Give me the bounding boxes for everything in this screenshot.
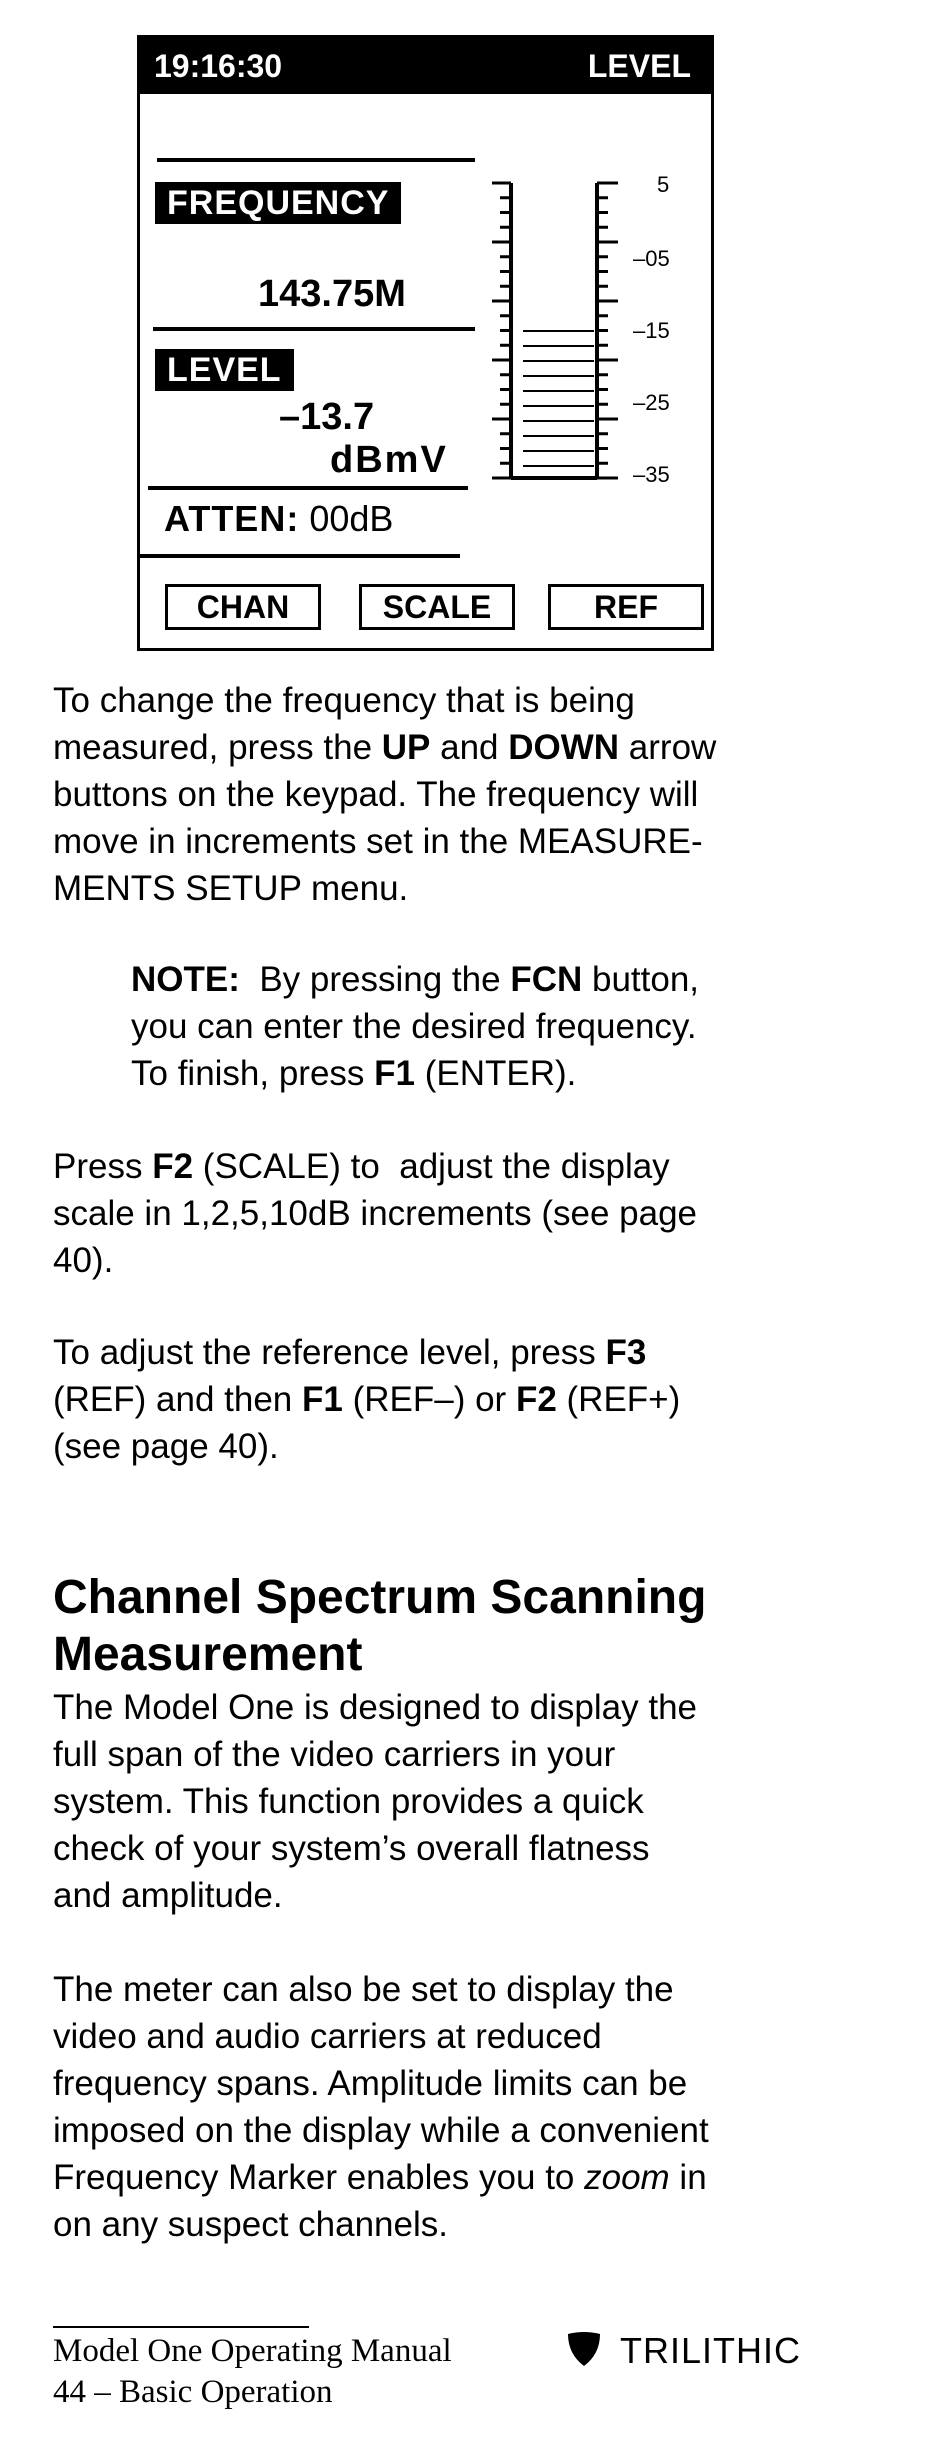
scale-label: –05: [633, 246, 670, 271]
atten-value: 00dB: [309, 498, 394, 539]
atten-label: ATTEN:: [164, 498, 300, 539]
text-line: measured, press the UP and DOWN arrow: [53, 728, 717, 767]
text-line: imposed on the display while a convenient: [53, 2111, 709, 2150]
text-line: Frequency Marker enables you to zoom in: [53, 2158, 707, 2197]
paragraph-scale: [53, 1143, 823, 1284]
text-line: check of your system’s overall flatness: [53, 1829, 650, 1868]
text-line: video and audio carriers at reduced: [53, 2017, 602, 2056]
text-line: full span of the video carriers in your: [53, 1735, 616, 1774]
footer-rule: [53, 2326, 309, 2328]
level-value: –13.7: [279, 396, 375, 438]
level-unit: dBmV: [330, 439, 448, 481]
text-line: 40).: [53, 1241, 114, 1280]
scale-label: 5: [657, 172, 670, 197]
text-line: on any suspect channels.: [53, 2205, 448, 2244]
key-f3: F3: [605, 1333, 647, 1372]
paragraph-frequency: [53, 677, 823, 912]
text-line: (see page 40).: [53, 1427, 279, 1466]
key-down: DOWN: [508, 728, 620, 767]
level-bar-fill: [523, 331, 594, 466]
note-paragraph: [131, 956, 901, 1097]
text-line: Press F2 (SCALE) to adjust the display: [53, 1147, 670, 1186]
text-line: MENTS SETUP menu.: [53, 869, 409, 908]
text-line: To adjust the reference level, press F3: [53, 1333, 647, 1372]
scale-label: –25: [633, 390, 670, 415]
text-line: frequency spans. Amplitude limits can be: [53, 2064, 688, 2103]
key-up: UP: [381, 728, 431, 767]
text-line: To finish, press F1 (ENTER).: [131, 1054, 577, 1093]
meter-screen: [137, 35, 714, 651]
key-f2: F2: [515, 1380, 557, 1419]
paragraph-spectrum-detail: [53, 1966, 823, 2248]
brand-name: TRILITHIC: [620, 2330, 802, 2371]
softkey-ref[interactable]: REF: [548, 584, 704, 630]
section-heading: Channel Spectrum Scanning Measurement: [53, 1571, 707, 1681]
text-line: The Model One is designed to display the: [53, 1688, 697, 1727]
trilithic-logo-icon: [565, 2330, 603, 2370]
level-tag: LEVEL: [155, 349, 294, 391]
frequency-tag: FREQUENCY: [155, 182, 401, 224]
footer-page-label: 44 – Basic Operation: [53, 2374, 333, 2410]
text-line: scale in 1,2,5,10dB increments (see page: [53, 1194, 697, 1233]
scale-label: –15: [633, 318, 670, 343]
clock-time: 19:16:30: [154, 48, 283, 84]
zoom-emphasis: zoom: [584, 2158, 670, 2197]
key-fcn: FCN: [510, 960, 583, 999]
softkey-scale[interactable]: SCALE: [359, 584, 515, 630]
note-label: NOTE:: [131, 960, 240, 999]
text-line: system. This function provides a quick: [53, 1782, 644, 1821]
text-line: and amplitude.: [53, 1876, 283, 1915]
text-line: move in increments set in the MEASURE-: [53, 822, 703, 861]
level-bargraph: [140, 38, 711, 648]
footer-manual-title: Model One Operating Manual: [53, 2333, 452, 2369]
key-f1: F1: [374, 1054, 416, 1093]
text-line: To change the frequency that is being: [53, 681, 635, 720]
paragraph-reference: [53, 1329, 823, 1470]
key-f1: F1: [302, 1380, 343, 1419]
scale-label: –35: [633, 462, 670, 487]
softkey-chan[interactable]: CHAN: [165, 584, 321, 630]
text-line: buttons on the keypad. The frequency will: [53, 775, 699, 814]
mode-label: LEVEL: [587, 48, 691, 84]
text-line: you can enter the desired frequency.: [131, 1007, 697, 1046]
key-f2: F2: [152, 1147, 194, 1186]
paragraph-spectrum-intro: [53, 1684, 823, 1919]
text-line: (REF) and then F1 (REF–) or F2 (REF+): [53, 1380, 681, 1419]
text-line: NOTE: By pressing the FCN button,: [131, 960, 700, 999]
frequency-value: 143.75M: [258, 273, 406, 315]
text-line: The meter can also be set to display the: [53, 1970, 674, 2009]
